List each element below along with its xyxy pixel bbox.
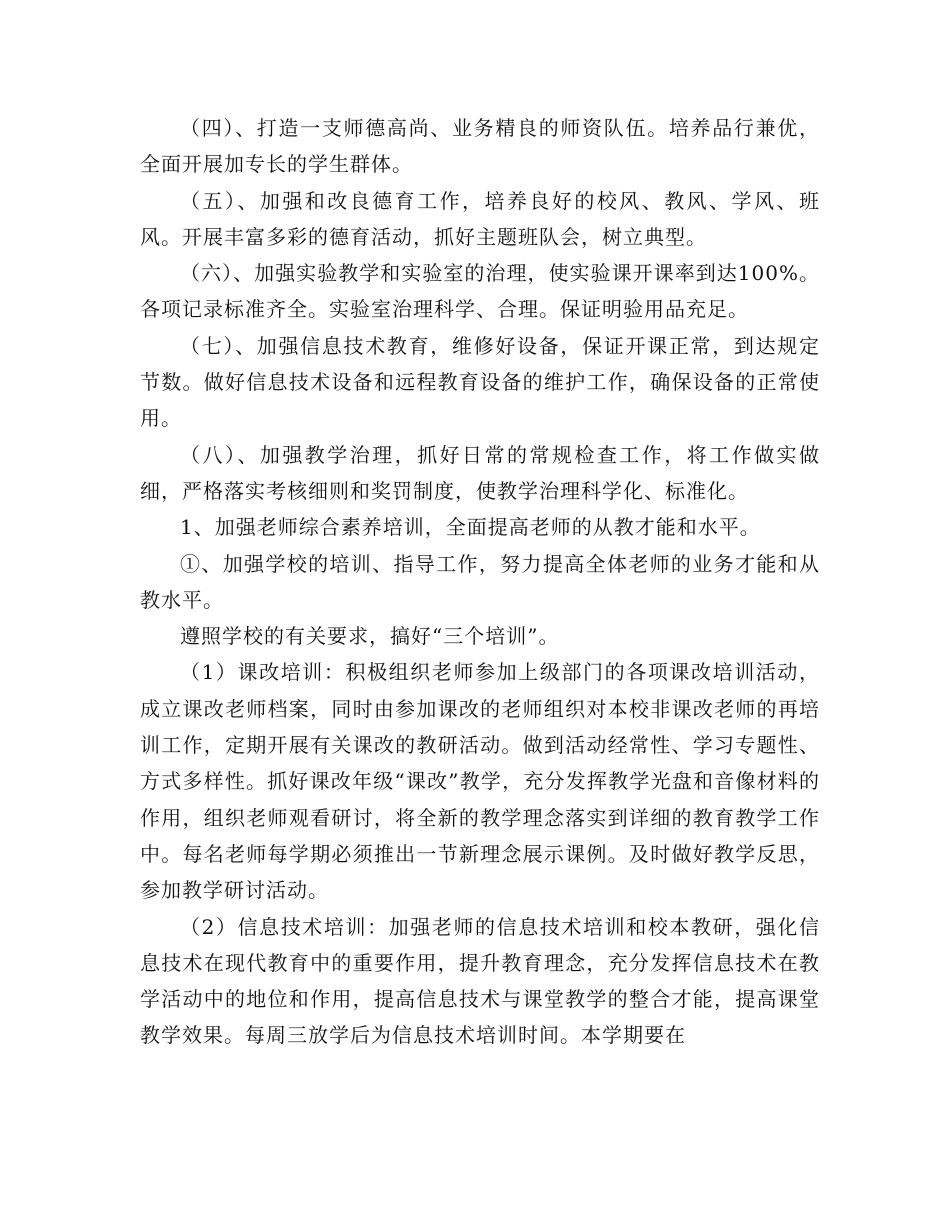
paragraph-6: （六）、加强实验教学和实验室的治理，使实验课开课率到达100%。各项记录标准齐全。实验室治理科学、合理。保证明验用品充足。 [140, 261, 820, 322]
paragraph-it-training: （2）信息技术培训：加强老师的信息技术培训和校本教研，强化信息技术在现代教育中的重要作用，提升教育理念，充分发挥信息技术在教学活动中的地位和作用，提高信息技术与课堂教学的整合才能，提高课堂教学效果。每周三放学后为信息技术培训时间。本学期要在 [140, 914, 820, 1048]
paragraph-three-trainings: 遵照学校的有关要求，搞好“三个培训”。 [180, 624, 560, 649]
paragraph-5: （五）、加强和改良德育工作，培养良好的校风、教风、学风、班风。开展丰富多彩的德育活动，抓好主题班队会，树立典型。 [140, 188, 820, 249]
paragraph-7: （七）、加强信息技术教育，维修好设备，保证开课正常，到达规定节数。做好信息技术设备和远程教育设备的维护工作，确保设备的正常使用。 [140, 333, 820, 431]
paragraph-4: （四）、打造一支师德高尚、业务精良的师资队伍。培养品行兼优，全面开展加专长的学生群体。 [140, 116, 820, 177]
paragraph-curriculum-training: （1）课改培训：积极组织老师参加上级部门的各项课改培训活动，成立课改老师档案，同时由参加课改的老师组织对本校非课改老师的再培训工作，定期开展有关课改的教研活动。做到活动经常性、学习专题性、方式多样性。抓好课改年级“课改”教学，充分发挥教学光盘和音像材料的作用，组织老师观看研讨，将全新的教学理念落实到详细的教育教学工作中。每名老师每学期必须推出一节新理念展示课例。及时做好教学反思，参加教学研讨活动。 [140, 660, 820, 903]
document-body [140, 110, 820, 1054]
paragraph-school-training: ①、加强学校的培训、指导工作，努力提高全体老师的业务才能和从教水平。 [140, 551, 820, 612]
paragraph-8: （八）、加强教学治理，抓好日常的常规检查工作，将工作做实做细，严格落实考核细则和奖罚制度，使教学治理科学化、标准化。 [140, 442, 820, 503]
paragraph-teacher-training: 1、加强老师综合素养培训，全面提高老师的从教才能和水平。 [180, 515, 761, 540]
